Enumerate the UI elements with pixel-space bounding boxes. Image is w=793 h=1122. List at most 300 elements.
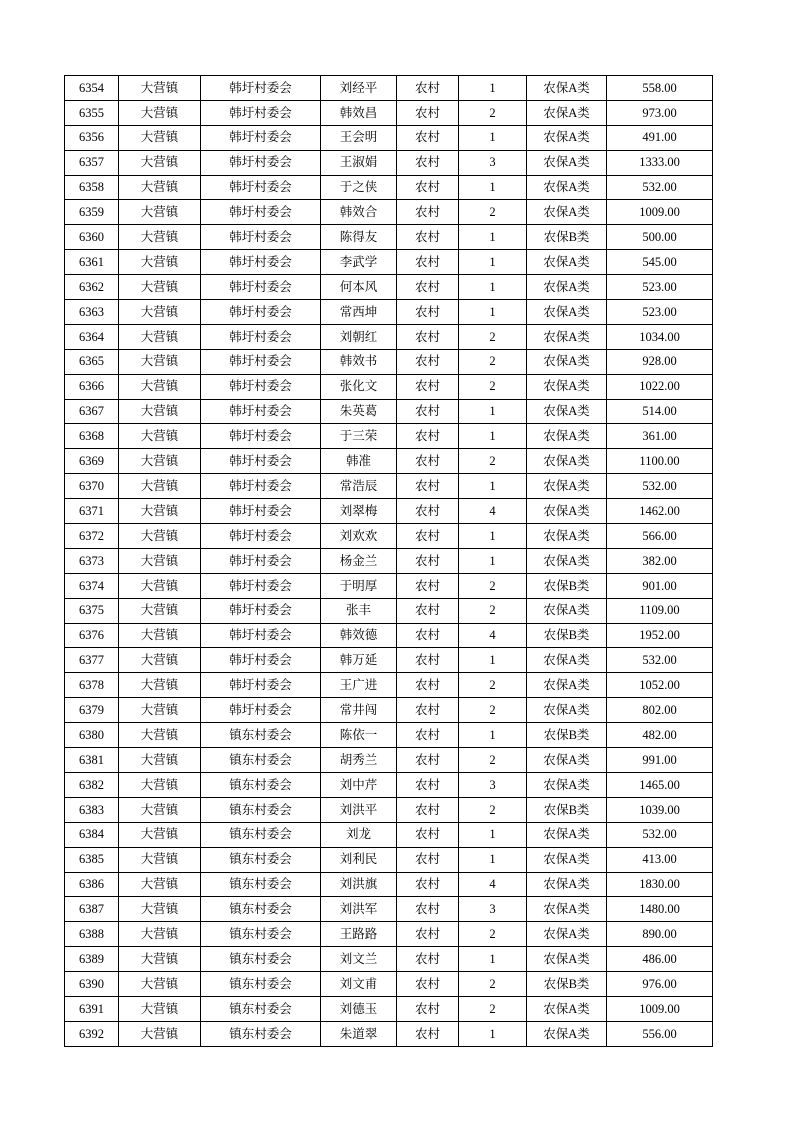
cell-amount: 566.00 <box>607 524 713 549</box>
cell-village: 镇东村委会 <box>201 996 321 1021</box>
cell-town: 大营镇 <box>119 822 201 847</box>
cell-id: 6379 <box>65 698 119 723</box>
cell-id: 6361 <box>65 250 119 275</box>
cell-name: 于三荣 <box>321 424 397 449</box>
cell-count: 1 <box>459 723 527 748</box>
cell-type: 农村 <box>397 424 459 449</box>
cell-type: 农村 <box>397 822 459 847</box>
cell-count: 2 <box>459 972 527 997</box>
table-row <box>65 872 713 897</box>
cell-name: 韩效德 <box>321 623 397 648</box>
table-row <box>65 922 713 947</box>
cell-amount: 486.00 <box>607 947 713 972</box>
cell-category: 农保A类 <box>527 922 607 947</box>
cell-town: 大营镇 <box>119 897 201 922</box>
table-row <box>65 947 713 972</box>
table-row <box>65 748 713 773</box>
cell-town: 大营镇 <box>119 623 201 648</box>
cell-id: 6380 <box>65 723 119 748</box>
cell-town: 大营镇 <box>119 125 201 150</box>
cell-village: 镇东村委会 <box>201 947 321 972</box>
cell-name: 常西坤 <box>321 300 397 325</box>
cell-type: 农村 <box>397 548 459 573</box>
cell-village: 镇东村委会 <box>201 822 321 847</box>
cell-name: 常井闯 <box>321 698 397 723</box>
cell-count: 1 <box>459 275 527 300</box>
cell-id: 6371 <box>65 499 119 524</box>
cell-type: 农村 <box>397 349 459 374</box>
cell-id: 6381 <box>65 748 119 773</box>
cell-count: 1 <box>459 424 527 449</box>
cell-village: 镇东村委会 <box>201 972 321 997</box>
cell-amount: 500.00 <box>607 225 713 250</box>
cell-id: 6387 <box>65 897 119 922</box>
cell-name: 刘朝红 <box>321 324 397 349</box>
cell-name: 刘欢欢 <box>321 524 397 549</box>
cell-type: 农村 <box>397 200 459 225</box>
cell-type: 农村 <box>397 499 459 524</box>
cell-category: 农保A类 <box>527 673 607 698</box>
cell-village: 镇东村委会 <box>201 1021 321 1046</box>
cell-town: 大营镇 <box>119 772 201 797</box>
cell-count: 1 <box>459 847 527 872</box>
table-row <box>65 524 713 549</box>
cell-type: 农村 <box>397 524 459 549</box>
cell-amount: 973.00 <box>607 100 713 125</box>
cell-count: 1 <box>459 474 527 499</box>
cell-village: 韩圩村委会 <box>201 449 321 474</box>
cell-amount: 976.00 <box>607 972 713 997</box>
cell-town: 大营镇 <box>119 324 201 349</box>
cell-id: 6390 <box>65 972 119 997</box>
cell-category: 农保A类 <box>527 1021 607 1046</box>
cell-name: 王会明 <box>321 125 397 150</box>
cell-category: 农保A类 <box>527 897 607 922</box>
cell-village: 韩圩村委会 <box>201 623 321 648</box>
cell-amount: 1952.00 <box>607 623 713 648</box>
cell-count: 2 <box>459 996 527 1021</box>
cell-town: 大营镇 <box>119 1021 201 1046</box>
cell-town: 大营镇 <box>119 150 201 175</box>
cell-village: 韩圩村委会 <box>201 275 321 300</box>
cell-town: 大营镇 <box>119 797 201 822</box>
cell-amount: 1034.00 <box>607 324 713 349</box>
cell-village: 韩圩村委会 <box>201 150 321 175</box>
cell-name: 刘翠梅 <box>321 499 397 524</box>
cell-category: 农保A类 <box>527 698 607 723</box>
table-row <box>65 275 713 300</box>
cell-town: 大营镇 <box>119 200 201 225</box>
cell-count: 1 <box>459 1021 527 1046</box>
cell-category: 农保A类 <box>527 349 607 374</box>
cell-name: 何本风 <box>321 275 397 300</box>
cell-count: 2 <box>459 673 527 698</box>
table-row <box>65 996 713 1021</box>
cell-village: 镇东村委会 <box>201 897 321 922</box>
cell-amount: 928.00 <box>607 349 713 374</box>
cell-type: 农村 <box>397 399 459 424</box>
cell-town: 大营镇 <box>119 175 201 200</box>
cell-name: 李武学 <box>321 250 397 275</box>
cell-town: 大营镇 <box>119 474 201 499</box>
cell-amount: 1022.00 <box>607 374 713 399</box>
cell-amount: 1480.00 <box>607 897 713 922</box>
cell-town: 大营镇 <box>119 100 201 125</box>
cell-category: 农保A类 <box>527 275 607 300</box>
cell-village: 韩圩村委会 <box>201 225 321 250</box>
cell-id: 6373 <box>65 548 119 573</box>
table-row <box>65 573 713 598</box>
cell-amount: 901.00 <box>607 573 713 598</box>
cell-id: 6355 <box>65 100 119 125</box>
table-row <box>65 772 713 797</box>
cell-id: 6386 <box>65 872 119 897</box>
cell-amount: 1052.00 <box>607 673 713 698</box>
cell-id: 6384 <box>65 822 119 847</box>
cell-type: 农村 <box>397 275 459 300</box>
cell-amount: 1462.00 <box>607 499 713 524</box>
cell-amount: 1830.00 <box>607 872 713 897</box>
cell-count: 2 <box>459 698 527 723</box>
cell-town: 大营镇 <box>119 872 201 897</box>
cell-town: 大营镇 <box>119 598 201 623</box>
cell-town: 大营镇 <box>119 76 201 101</box>
cell-type: 农村 <box>397 324 459 349</box>
cell-id: 6366 <box>65 374 119 399</box>
cell-type: 农村 <box>397 648 459 673</box>
cell-amount: 514.00 <box>607 399 713 424</box>
cell-count: 2 <box>459 573 527 598</box>
cell-amount: 556.00 <box>607 1021 713 1046</box>
cell-town: 大营镇 <box>119 698 201 723</box>
cell-name: 王淑娟 <box>321 150 397 175</box>
table-row <box>65 225 713 250</box>
cell-count: 4 <box>459 623 527 648</box>
cell-village: 韩圩村委会 <box>201 524 321 549</box>
cell-name: 刘利民 <box>321 847 397 872</box>
cell-count: 2 <box>459 349 527 374</box>
cell-town: 大营镇 <box>119 499 201 524</box>
cell-type: 农村 <box>397 573 459 598</box>
cell-amount: 532.00 <box>607 822 713 847</box>
cell-name: 刘洪旗 <box>321 872 397 897</box>
cell-amount: 491.00 <box>607 125 713 150</box>
cell-count: 2 <box>459 200 527 225</box>
cell-category: 农保B类 <box>527 723 607 748</box>
cell-type: 农村 <box>397 797 459 822</box>
cell-name: 于之侠 <box>321 175 397 200</box>
cell-category: 农保A类 <box>527 748 607 773</box>
cell-town: 大营镇 <box>119 996 201 1021</box>
cell-count: 4 <box>459 499 527 524</box>
cell-amount: 1039.00 <box>607 797 713 822</box>
cell-count: 1 <box>459 125 527 150</box>
cell-town: 大营镇 <box>119 648 201 673</box>
cell-amount: 1109.00 <box>607 598 713 623</box>
cell-category: 农保A类 <box>527 872 607 897</box>
cell-town: 大营镇 <box>119 947 201 972</box>
cell-count: 1 <box>459 300 527 325</box>
cell-category: 农保A类 <box>527 449 607 474</box>
cell-town: 大营镇 <box>119 225 201 250</box>
table-row <box>65 673 713 698</box>
cell-name: 刘洪平 <box>321 797 397 822</box>
cell-name: 韩效书 <box>321 349 397 374</box>
cell-town: 大营镇 <box>119 673 201 698</box>
cell-name: 朱道翠 <box>321 1021 397 1046</box>
cell-type: 农村 <box>397 748 459 773</box>
cell-id: 6385 <box>65 847 119 872</box>
cell-count: 3 <box>459 150 527 175</box>
cell-count: 1 <box>459 175 527 200</box>
cell-id: 6374 <box>65 573 119 598</box>
cell-type: 农村 <box>397 250 459 275</box>
table-row <box>65 723 713 748</box>
table-row <box>65 250 713 275</box>
cell-category: 农保A类 <box>527 76 607 101</box>
cell-name: 于明厚 <box>321 573 397 598</box>
cell-name: 刘文甫 <box>321 972 397 997</box>
cell-name: 韩万延 <box>321 648 397 673</box>
cell-id: 6356 <box>65 125 119 150</box>
table-row <box>65 125 713 150</box>
cell-village: 韩圩村委会 <box>201 300 321 325</box>
table-row <box>65 698 713 723</box>
cell-town: 大营镇 <box>119 524 201 549</box>
cell-id: 6370 <box>65 474 119 499</box>
cell-name: 韩准 <box>321 449 397 474</box>
cell-name: 杨金兰 <box>321 548 397 573</box>
cell-count: 3 <box>459 772 527 797</box>
cell-amount: 991.00 <box>607 748 713 773</box>
cell-amount: 413.00 <box>607 847 713 872</box>
cell-type: 农村 <box>397 723 459 748</box>
cell-category: 农保B类 <box>527 623 607 648</box>
cell-type: 农村 <box>397 125 459 150</box>
cell-type: 农村 <box>397 300 459 325</box>
cell-village: 韩圩村委会 <box>201 573 321 598</box>
cell-id: 6365 <box>65 349 119 374</box>
cell-town: 大营镇 <box>119 275 201 300</box>
cell-type: 农村 <box>397 698 459 723</box>
cell-name: 刘经平 <box>321 76 397 101</box>
cell-count: 3 <box>459 897 527 922</box>
cell-village: 韩圩村委会 <box>201 399 321 424</box>
cell-id: 6372 <box>65 524 119 549</box>
cell-village: 韩圩村委会 <box>201 648 321 673</box>
cell-type: 农村 <box>397 225 459 250</box>
cell-amount: 1009.00 <box>607 200 713 225</box>
cell-amount: 1333.00 <box>607 150 713 175</box>
cell-name: 刘文兰 <box>321 947 397 972</box>
cell-id: 6377 <box>65 648 119 673</box>
cell-id: 6364 <box>65 324 119 349</box>
cell-name: 胡秀兰 <box>321 748 397 773</box>
cell-village: 韩圩村委会 <box>201 100 321 125</box>
cell-id: 6389 <box>65 947 119 972</box>
cell-count: 1 <box>459 76 527 101</box>
cell-category: 农保A类 <box>527 200 607 225</box>
table-row <box>65 847 713 872</box>
cell-amount: 1465.00 <box>607 772 713 797</box>
cell-town: 大营镇 <box>119 374 201 399</box>
cell-town: 大营镇 <box>119 399 201 424</box>
cell-village: 韩圩村委会 <box>201 499 321 524</box>
cell-name: 韩效合 <box>321 200 397 225</box>
cell-type: 农村 <box>397 772 459 797</box>
cell-village: 韩圩村委会 <box>201 125 321 150</box>
table-row <box>65 822 713 847</box>
table-row <box>65 424 713 449</box>
table-row <box>65 150 713 175</box>
cell-village: 韩圩村委会 <box>201 200 321 225</box>
cell-category: 农保A类 <box>527 499 607 524</box>
cell-id: 6382 <box>65 772 119 797</box>
cell-name: 刘中芹 <box>321 772 397 797</box>
cell-category: 农保A类 <box>527 598 607 623</box>
cell-name: 刘龙 <box>321 822 397 847</box>
cell-village: 韩圩村委会 <box>201 598 321 623</box>
cell-town: 大营镇 <box>119 972 201 997</box>
cell-town: 大营镇 <box>119 922 201 947</box>
cell-count: 1 <box>459 822 527 847</box>
table-row <box>65 200 713 225</box>
cell-category: 农保B类 <box>527 972 607 997</box>
cell-id: 6357 <box>65 150 119 175</box>
cell-type: 农村 <box>397 598 459 623</box>
cell-name: 朱英葛 <box>321 399 397 424</box>
cell-id: 6375 <box>65 598 119 623</box>
cell-category: 农保A类 <box>527 548 607 573</box>
cell-village: 韩圩村委会 <box>201 76 321 101</box>
cell-town: 大营镇 <box>119 424 201 449</box>
cell-count: 2 <box>459 748 527 773</box>
cell-amount: 361.00 <box>607 424 713 449</box>
table-row <box>65 399 713 424</box>
cell-category: 农保A类 <box>527 474 607 499</box>
cell-category: 农保A类 <box>527 648 607 673</box>
table-row <box>65 1021 713 1046</box>
cell-count: 2 <box>459 449 527 474</box>
cell-type: 农村 <box>397 374 459 399</box>
cell-id: 6363 <box>65 300 119 325</box>
cell-name: 韩效昌 <box>321 100 397 125</box>
cell-category: 农保A类 <box>527 424 607 449</box>
cell-id: 6362 <box>65 275 119 300</box>
table-row <box>65 374 713 399</box>
table-row <box>65 449 713 474</box>
cell-category: 农保A类 <box>527 374 607 399</box>
table-row <box>65 499 713 524</box>
cell-category: 农保A类 <box>527 125 607 150</box>
cell-count: 1 <box>459 225 527 250</box>
cell-id: 6354 <box>65 76 119 101</box>
cell-town: 大营镇 <box>119 748 201 773</box>
cell-type: 农村 <box>397 897 459 922</box>
table-row <box>65 797 713 822</box>
cell-village: 韩圩村委会 <box>201 698 321 723</box>
cell-id: 6358 <box>65 175 119 200</box>
cell-id: 6359 <box>65 200 119 225</box>
cell-name: 陈得友 <box>321 225 397 250</box>
cell-count: 1 <box>459 947 527 972</box>
cell-count: 1 <box>459 648 527 673</box>
cell-amount: 482.00 <box>607 723 713 748</box>
cell-type: 农村 <box>397 872 459 897</box>
cell-village: 韩圩村委会 <box>201 374 321 399</box>
table-body <box>65 76 713 1047</box>
table-row <box>65 972 713 997</box>
cell-id: 6383 <box>65 797 119 822</box>
table-row <box>65 548 713 573</box>
cell-count: 1 <box>459 524 527 549</box>
cell-name: 张丰 <box>321 598 397 623</box>
cell-amount: 382.00 <box>607 548 713 573</box>
cell-count: 2 <box>459 922 527 947</box>
cell-category: 农保A类 <box>527 150 607 175</box>
beneficiary-table <box>64 75 713 1047</box>
cell-village: 韩圩村委会 <box>201 349 321 374</box>
cell-village: 韩圩村委会 <box>201 250 321 275</box>
cell-town: 大营镇 <box>119 250 201 275</box>
cell-category: 农保A类 <box>527 250 607 275</box>
cell-id: 6369 <box>65 449 119 474</box>
cell-village: 韩圩村委会 <box>201 424 321 449</box>
cell-amount: 523.00 <box>607 300 713 325</box>
cell-type: 农村 <box>397 947 459 972</box>
cell-type: 农村 <box>397 847 459 872</box>
cell-id: 6388 <box>65 922 119 947</box>
cell-type: 农村 <box>397 449 459 474</box>
cell-village: 韩圩村委会 <box>201 474 321 499</box>
cell-type: 农村 <box>397 76 459 101</box>
cell-category: 农保B类 <box>527 225 607 250</box>
cell-name: 张化文 <box>321 374 397 399</box>
cell-name: 陈依一 <box>321 723 397 748</box>
cell-count: 2 <box>459 100 527 125</box>
cell-village: 镇东村委会 <box>201 922 321 947</box>
cell-count: 1 <box>459 548 527 573</box>
cell-category: 农保A类 <box>527 772 607 797</box>
table-row <box>65 324 713 349</box>
table-row <box>65 598 713 623</box>
table-row <box>65 648 713 673</box>
cell-village: 镇东村委会 <box>201 748 321 773</box>
cell-town: 大营镇 <box>119 349 201 374</box>
cell-category: 农保B类 <box>527 797 607 822</box>
cell-category: 农保A类 <box>527 847 607 872</box>
cell-id: 6360 <box>65 225 119 250</box>
cell-type: 农村 <box>397 1021 459 1046</box>
cell-count: 1 <box>459 250 527 275</box>
cell-type: 农村 <box>397 175 459 200</box>
cell-category: 农保A类 <box>527 996 607 1021</box>
cell-id: 6367 <box>65 399 119 424</box>
cell-type: 农村 <box>397 474 459 499</box>
cell-name: 王广进 <box>321 673 397 698</box>
cell-type: 农村 <box>397 972 459 997</box>
cell-amount: 1009.00 <box>607 996 713 1021</box>
cell-village: 镇东村委会 <box>201 797 321 822</box>
cell-id: 6368 <box>65 424 119 449</box>
cell-type: 农村 <box>397 673 459 698</box>
cell-category: 农保A类 <box>527 399 607 424</box>
cell-count: 2 <box>459 324 527 349</box>
cell-village: 镇东村委会 <box>201 723 321 748</box>
cell-amount: 802.00 <box>607 698 713 723</box>
cell-village: 韩圩村委会 <box>201 548 321 573</box>
cell-village: 镇东村委会 <box>201 772 321 797</box>
